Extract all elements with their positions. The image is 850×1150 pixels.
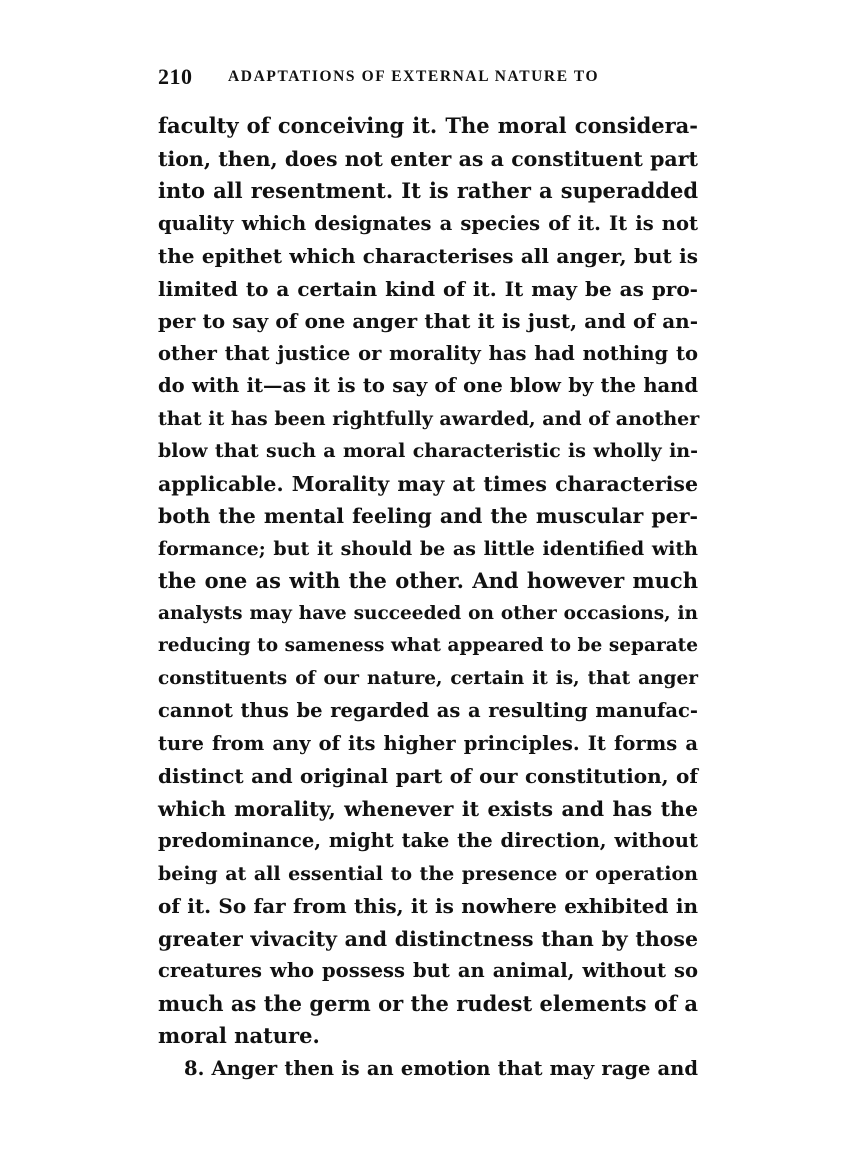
- text-line: analysts may have succeeded on other occasions, in: [158, 602, 698, 624]
- new-paragraph-line: 8. Anger then is an emotion that may rage and: [184, 1056, 698, 1080]
- text-line: being at all essential to the presence or operation: [158, 862, 698, 885]
- running-title: ADAPTATIONS OF EXTERNAL NATURE TO: [228, 68, 600, 85]
- text-line: quality which designates a species of it. It is not: [158, 211, 698, 235]
- text-line: much as the germ or the rudest elements of a: [158, 990, 698, 1016]
- text-line: cannot thus be regarded as a resulting manufac-: [158, 699, 698, 722]
- text-line: faculty of conceiving it. The moral considera-: [158, 113, 698, 138]
- text-line: do with it—as it is to say of one blow by the hand: [158, 374, 698, 397]
- text-line: predominance, might take the direction, without: [158, 829, 698, 852]
- text-line: applicable. Morality may at times characterise: [158, 471, 698, 496]
- text-line: ture from any of its higher principles. It forms a: [158, 731, 698, 755]
- paragraph-end-line: moral nature.: [158, 1023, 320, 1048]
- text-line: tion, then, does not enter as a constituent part: [158, 146, 698, 171]
- body-text: [158, 110, 698, 1085]
- text-line: the epithet which characterises all anger, but is: [158, 244, 698, 268]
- text-line: which morality, whenever it exists and has the: [158, 796, 698, 821]
- text-line: constituents of our nature, certain it is, that anger: [158, 667, 698, 689]
- text-line: blow that such a moral characteristic is wholly in-: [158, 440, 698, 462]
- text-line: reducing to sameness what appeared to be separate: [158, 635, 698, 656]
- text-line: greater vivacity and distinctness than by those: [158, 926, 698, 951]
- text-line: creatures who possess but an animal, without so: [158, 959, 698, 982]
- running-header: [158, 62, 698, 92]
- page-number: 210: [158, 64, 193, 89]
- text-line: the one as with the other. And however much: [158, 568, 698, 593]
- text-line: of it. So far from this, it is nowhere exhibited in: [158, 894, 698, 918]
- text-line: that it has been rightfully awarded, and of another: [158, 407, 700, 430]
- text-line: limited to a certain kind of it. It may be as pro-: [158, 276, 698, 301]
- text-line: into all resentment. It is rather a superadded: [158, 178, 698, 203]
- text-line: distinct and original part of our constitution, of: [158, 764, 698, 788]
- text-line: per to say of one anger that it is just, and of an-: [158, 309, 698, 333]
- text-line: both the mental feeling and the muscular per-: [158, 504, 698, 528]
- text-line: other that justice or morality has had nothing to: [158, 341, 698, 365]
- text-line: formance; but it should be as little identified with: [158, 537, 698, 560]
